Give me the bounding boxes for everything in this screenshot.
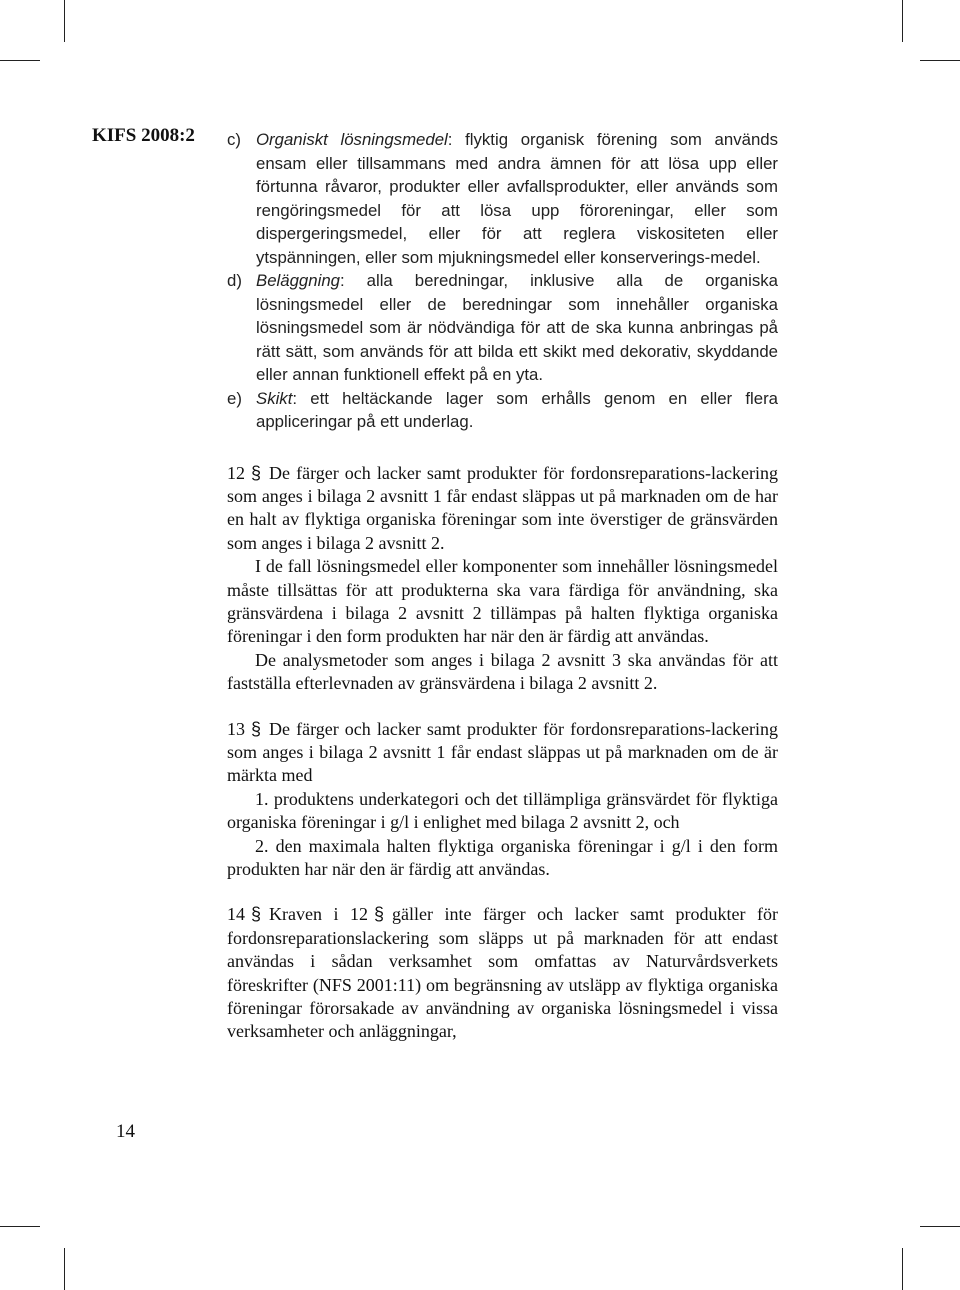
- definition-label: d): [227, 271, 242, 290]
- paragraph-text: De färger och lacker samt produkter för fordonsreparations-lackering som anges i bilaga 2 avsnitt 1 får endast släppas ut på marknaden om de är märkta med: [227, 718, 778, 786]
- paragraph-text: Kraven i 12: [269, 904, 368, 925]
- definition-d: [227, 269, 778, 387]
- crop-mark-top-left: [64, 0, 65, 42]
- page-number: 14: [116, 1121, 135, 1142]
- definition-e: [227, 387, 778, 434]
- crop-mark-bottom-right-h: [920, 1226, 960, 1227]
- section-13-item-2: 2. den maximala halten flyktiga organiska föreningar i g/l i den form produkten har när den är färdig att användas.: [227, 835, 778, 879]
- page-body: [227, 128, 778, 1044]
- section-number: 12: [227, 462, 245, 483]
- section-13-paragraph-1: [227, 718, 778, 788]
- paragraph-text: De färger och lacker samt produkter för fordonsreparations-lackering som anges i bilaga 2 avsnitt 1 får endast släppas ut på marknaden om de har en halt av flyktiga organiska föreningar som inte överstiger de gränsvärden som anges i bilaga 2 avsnitt 2.: [227, 462, 778, 553]
- crop-mark-top-right: [902, 0, 903, 42]
- section-number: 13: [227, 718, 245, 739]
- crop-mark-bottom-left-h: [0, 1226, 40, 1227]
- paragraph-sign: §: [251, 718, 262, 739]
- definition-term: Skikt: [256, 388, 293, 408]
- section-number: 14: [227, 904, 245, 925]
- crop-mark-bottom-left: [64, 1248, 65, 1290]
- document-id: KIFS 2008:2: [92, 125, 195, 146]
- definition-text: : alla beredningar, inklusive alla de organiska lösningsmedel eller de beredningar som innehåller organiska lösningsmedel som är nödvändiga för att de ska kunna anbringas på rätt sätt, som används för att bilda ett skikt med dekorativ, skyddande eller annan funktionell effekt på en yta.: [256, 271, 778, 384]
- section-14-paragraph-1: [227, 903, 778, 1043]
- crop-mark-bottom-right: [902, 1248, 903, 1290]
- section-12-paragraph-2: I de fall lösningsmedel eller komponenter som innehåller lösningsmedel måste tillsättas för att produkterna ska vara färdiga för användning, ska gränsvärdena i bilaga 2 avsnitt 2 tillämpas på halten flyktiga organiska föreningar i den form produkten har när den är färdig att användas.: [227, 556, 778, 647]
- crop-mark-top-right-h: [920, 60, 960, 61]
- section-14: [227, 903, 778, 1043]
- section-12-paragraph-3: De analysmetoder som anges i bilaga 2 avsnitt 3 ska användas för att fastställa efterlevnaden av gränsvärdena i bilaga 2 avsnitt 2.: [227, 649, 778, 694]
- crop-mark-top-left-h: [0, 60, 40, 61]
- section-12: [227, 462, 778, 696]
- paragraph-sign: §: [251, 462, 262, 483]
- definition-c: [227, 128, 778, 269]
- paragraph-sign: §: [251, 904, 262, 925]
- paragraph-sign: §: [373, 904, 384, 925]
- definition-text: : ett heltäckande lager som erhålls genom en eller flera appliceringar på ett underlag.: [256, 388, 778, 431]
- definition-label: e): [227, 388, 242, 408]
- definition-label: c): [227, 130, 241, 149]
- section-13-item-1: 1. produktens underkategori och det tillämpliga gränsvärdet för flyktiga organiska föreningar i g/l i enlighet med bilaga 2 avsnitt 2, och: [227, 788, 778, 833]
- section-13: [227, 718, 778, 882]
- section-12-paragraph-1: [227, 462, 778, 556]
- definition-term: Organiskt lösningsmedel: [256, 130, 448, 149]
- paragraph-text: gäller inte färger och lacker samt produkter för fordonsreparationslackering som släpps ut på marknaden för att endast användas i sådan verksamhet som omfattas av Naturvårdsverkets föreskrifter (NFS 2001:11) om begränsning av utsläpp av flyktiga organiska föreningar förorsakade av användning av organiska lösningsmedel i vissa verksamheter och anläggningar,: [227, 904, 778, 1042]
- definition-text: : flyktig organisk förening som används ensam eller tillsammans med andra ämnen för att lösa upp eller förtunna råvaror, produkter eller avfallsprodukter, eller används som rengöringsmedel för att lösa upp föroreningar, eller som dispergeringsmedel, eller för att reglera viskositeten eller ytspänningen, eller som mjukningsmedel eller konserverings-medel.: [256, 130, 779, 267]
- definition-term: Beläggning: [256, 271, 340, 290]
